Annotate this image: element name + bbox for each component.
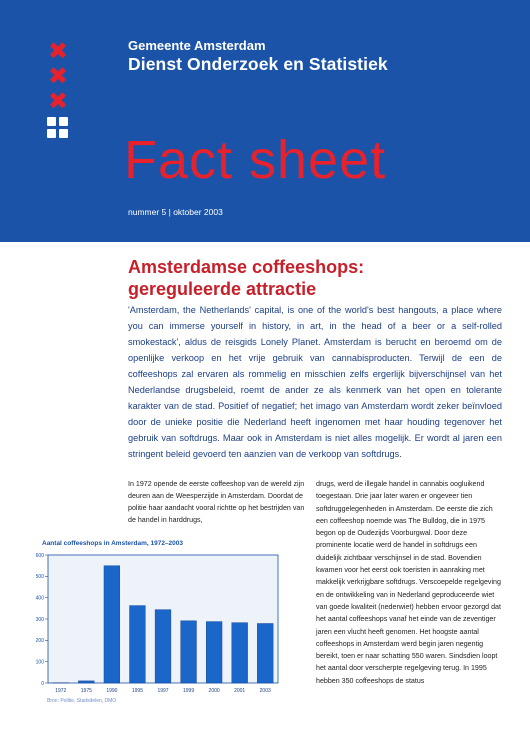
x-tick-label: 1995: [131, 688, 144, 694]
org-name-line2: Dienst Onderzoek en Statistiek: [128, 54, 388, 74]
body-column-right: drugs, werd de illegale handel in cannabis oogluikend toegestaan. Drie jaar later waren er ongeveer tien softdruggelegenheden in Amsterdam. De eerste die zich een coffeeshop noemde was The Bulldog, die in 1975 begon op de Oudezijds Voorburgwal. Door deze prominente locatie werd de handel in softdrugs een duidelijk zichtbaar verschijnsel in de stad. Bovendien kwamen voor het eerst ook toeristen in aanraking met makkelijk verkrijgbare softdrugs. Verscoepelde regelgeving en de ontwikkeling van in Nederland geproduceerde wiet van goede kwaliteit (nederwiet) hebben ervoor gezorgd dat het aantal coffeeshops vanaf het einde van de zeventiger jaren een vlucht heeft genomen. Het hoogste aantal coffeeshops in Amsterdam werd begin jaren negentig bereikt, toen er naar schatting 550 waren. Sindsdien loopt het aantal door verscherpte regelgeving terug. In 1995 hebben 350 coffeeshops de status: [316, 480, 501, 685]
intro-paragraph: 'Amsterdam, the Netherlands' capital, is one of the world's best hangouts, a place where you can immerse yourself in history, in art, in the head of a beer or a self-rolled smokestack', aldus de reisgids Lonely Planet. Amsterdam is berucht en beroemd om de openlijke verkoop en het vrije gebruik van cannabisproducten. Terwijl de een de coffeeshops zal ervaren als rommelig en misschien zelfs ergerlijk bijverschijnsel van het Nederlandse drugsbeleid, roemt de ander ze als kenmerk van het open en tolerante karakter van de stad. Positief of negatief; het imago van Amsterdam wordt zeker beïnvloed door de unieke positie die Nederland heeft ingenomen met haar houding tegenover het gebruik van softdrugs. Maar ook in Amsterdam is niet alles mogelijk. Er wordt al jaren een stringent beleid gevoerd ten aanzien van de verkoop van softdrugs.: [128, 305, 502, 459]
chart-source: Bron: Politie, Stadsdelen, DMO: [47, 698, 117, 704]
x-tick-label: 2003: [259, 688, 271, 694]
y-tick-label: 500: [35, 574, 44, 581]
article-title-line1: Amsterdamse coffeeshops:: [128, 257, 365, 277]
doc-type-title: Fact sheet: [124, 130, 387, 190]
org-name-line1: Gemeente Amsterdam: [128, 38, 266, 53]
x-tick-label: 2000: [208, 688, 220, 694]
bar: [232, 623, 248, 683]
bar: [104, 566, 120, 683]
bar: [206, 622, 222, 683]
body-column-left: In 1972 opende de eerste coffeeshop van de wereld zijn deuren aan de Weesperzijde in Amsterdam. Doordat de politie haar aandacht vooral richtte op het bestrijden van de handel in harddrugs,: [128, 480, 305, 525]
issue-number: nummer 5 | oktober 2003: [128, 207, 223, 217]
y-tick-label: 400: [35, 595, 44, 602]
bar: [181, 621, 197, 683]
x-tick-label: 1990: [106, 688, 118, 694]
chart-title: Aantal coffeeshops in Amsterdam, 1972–2003: [42, 540, 184, 547]
x-tick-label: 2001: [234, 688, 246, 694]
y-tick-label: 200: [35, 638, 44, 645]
bar: [78, 681, 94, 683]
x-cross-icon: ✖: [47, 87, 69, 115]
x-tick-label: 1975: [80, 688, 92, 694]
bar: [257, 623, 273, 683]
bar: [130, 606, 146, 683]
article-title-line2: gereguleerde attractie: [128, 279, 317, 299]
x-cross-icon: ✖: [47, 62, 69, 90]
x-tick-label: 1999: [182, 688, 195, 694]
x-tick-label: 1972: [55, 688, 67, 694]
y-tick-label: 600: [35, 552, 44, 559]
x-tick-label: 1997: [157, 688, 169, 694]
y-tick-label: 100: [35, 659, 44, 666]
bar: [155, 610, 171, 683]
y-tick-label: 300: [35, 616, 44, 623]
x-cross-icon: ✖: [47, 37, 69, 65]
y-tick-label: 0: [41, 680, 44, 687]
